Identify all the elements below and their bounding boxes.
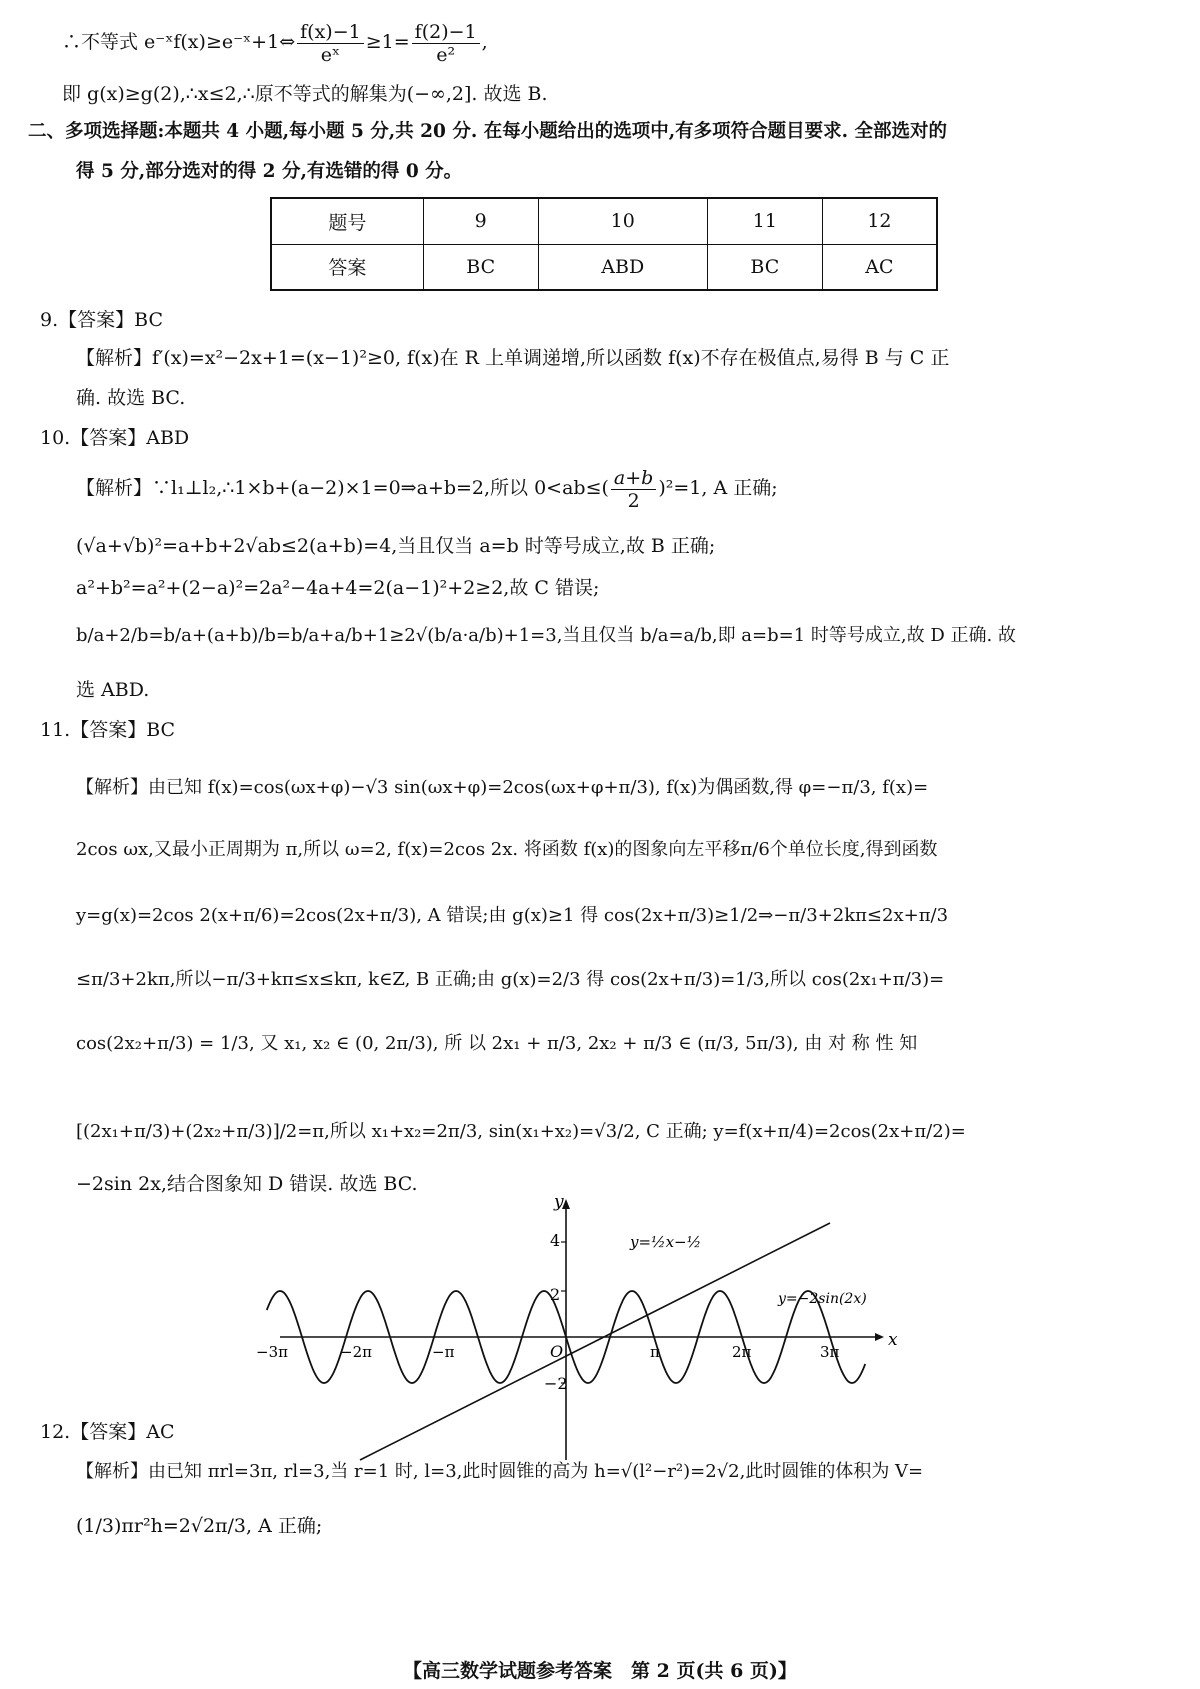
q11-line-f: [(2x₁+π/3)+(2x₂+π/3)]/2=π,所以 x₁+x₂=2π/3, sin(x₁+x₂)=√3/2, C 正确; y=f(x+π/4)=2cos(2x+π/2)= <box>76 1121 966 1142</box>
table-cell: BC <box>707 244 822 290</box>
x-axis-label: x <box>888 1330 898 1350</box>
q9-line-b: 确. 故选 BC. <box>76 387 186 409</box>
fraction-2 <box>412 21 480 66</box>
fraction-2-den: e² <box>436 43 456 66</box>
x-tick-neg2pi: −2π <box>340 1343 372 1361</box>
page-footer: 【高三数学试题参考答案 第 2 页(共 6 页)】 <box>403 1660 797 1682</box>
fraction-q10-num: a+b <box>611 467 656 490</box>
x-axis-arrow <box>875 1333 884 1341</box>
sine-label: y=−2sin(2x) <box>778 1291 867 1307</box>
line-1-mid: ≥1= <box>365 31 410 53</box>
table-cell: 10 <box>538 198 707 244</box>
q11-title: 11.【答案】BC <box>40 719 176 741</box>
fraction-q10 <box>611 467 656 512</box>
q9-title: 9.【答案】BC <box>40 309 163 331</box>
q9-line-a: 【解析】f′(x)=x²−2x+1=(x−1)²≥0, f(x)在 R 上单调递增,所以函数 f(x)不存在极值点,易得 B 与 C 正 <box>76 347 950 369</box>
fraction-q10-den: 2 <box>627 489 640 512</box>
q10-title: 10.【答案】ABD <box>40 427 190 449</box>
q10-line-b: (√a+√b)²=a+b+2√ab≤2(a+b)=4,当且仅当 a=b 时等号成立,故 B 正确; <box>76 535 716 557</box>
straight-line <box>360 1223 830 1460</box>
fraction-1 <box>297 21 364 66</box>
table-cell: AC <box>822 244 937 290</box>
line-1-end: , <box>481 31 488 53</box>
section-2-heading-a: 二、多项选择题:本题共 4 小题,每小题 5 分,共 20 分. 在每小题给出的选项中,有多项符合题目要求. 全部选对的 <box>28 121 948 142</box>
section-2-heading-b: 得 5 分,部分选对的得 2 分,有选错的得 0 分。 <box>76 161 463 182</box>
x-tick-2pi: 2π <box>732 1343 752 1361</box>
line-1 <box>62 16 488 68</box>
q10-line-d: b/a+2/b=b/a+(a+b)/b=b/a+a/b+1≥2√(b/a·a/b)+1=3,当且仅当 b/a=a/b,即 a=b=1 时等号成立,故 D 正确. 故 <box>76 625 1016 646</box>
line-label: y=½x−½ <box>630 1233 702 1251</box>
fraction-1-den: eˣ <box>320 43 341 66</box>
q10-line-e: 选 ABD. <box>76 679 150 701</box>
table-row <box>271 198 937 244</box>
q11-line-d: ≤π/3+2kπ,所以−π/3+kπ≤x≤kπ, k∈Z, B 正确;由 g(x)=2/3 得 cos(2x+π/3)=1/3,所以 cos(2x₁+π/3)= <box>76 969 945 990</box>
y-tick-4: 4 <box>550 1231 561 1250</box>
answer-table <box>270 197 938 291</box>
q12-line-b: (1/3)πr²h=2√2π/3, A 正确; <box>76 1515 323 1537</box>
line-1-text: ∴不等式 e⁻ˣf(x)≥e⁻ˣ+1⇔ <box>62 31 296 53</box>
q11-line-a: 【解析】由已知 f(x)=cos(ωx+φ)−√3 sin(ωx+φ)=2cos(ωx+φ+π/3), f(x)为偶函数,得 φ=−π/3, f(x)= <box>76 777 929 798</box>
q10-line-a-end: )²=1, A 正确; <box>658 477 778 499</box>
q10-line-a-text: 【解析】∵l₁⊥l₂,∴1×b+(a−2)×1=0⇒a+b=2,所以 0<ab≤( <box>76 477 609 499</box>
x-tick-pi: π <box>650 1343 660 1361</box>
table-cell: 11 <box>707 198 822 244</box>
x-tick-negpi: −π <box>432 1343 455 1361</box>
x-tick-3pi: 3π <box>820 1343 840 1361</box>
table-cell: 题号 <box>271 198 423 244</box>
q12-title: 12.【答案】AC <box>40 1421 175 1443</box>
x-tick-neg3pi: −3π <box>256 1343 288 1361</box>
q12-line-a: 【解析】由已知 πrl=3π, rl=3,当 r=1 时, l=3,此时圆锥的高为 h=√(l²−r²)=2√2,此时圆锥的体积为 V= <box>76 1461 924 1482</box>
origin-label: O <box>550 1342 564 1361</box>
q11-line-b: 2cos ωx,又最小正周期为 π,所以 ω=2, f(x)=2cos 2x. 将函数 f(x)的图象向左平移π/6个单位长度,得到函数 <box>76 839 938 860</box>
q11-line-e: cos(2x₂+π/3) = 1/3, 又 x₁, x₂ ∈ (0, 2π/3), 所 以 2x₁ + π/3, 2x₂ + π/3 ∈ (π/3, 5π/3), 由 对 称 性 知 <box>76 1033 918 1054</box>
line-2: 即 g(x)≥g(2),∴x≤2,∴原不等式的解集为(−∞,2]. 故选 B. <box>62 83 548 105</box>
fraction-2-num: f(2)−1 <box>412 21 480 44</box>
table-row <box>271 244 937 290</box>
q10-line-a <box>76 466 778 512</box>
table-cell: 答案 <box>271 244 423 290</box>
q10-line-c: a²+b²=a²+(2−a)²=2a²−4a+4=2(a−1)²+2≥2,故 C 错误; <box>76 577 600 599</box>
table-cell: 9 <box>423 198 538 244</box>
q11-line-c: y=g(x)=2cos 2(x+π/6)=2cos(2x+π/3), A 错误;由 g(x)≥1 得 cos(2x+π/3)≥1/2⇒−π/3+2kπ≤2x+π/3 <box>76 905 949 926</box>
y-tick-neg2: −2 <box>544 1374 568 1393</box>
y-axis-label: y <box>554 1192 564 1212</box>
table-cell: 12 <box>822 198 937 244</box>
table-cell: BC <box>423 244 538 290</box>
y-tick-2: 2 <box>550 1285 561 1304</box>
function-graph <box>256 1192 910 1465</box>
q11-line-g: −2sin 2x,结合图象知 D 错误. 故选 BC. <box>76 1173 418 1195</box>
fraction-1-num: f(x)−1 <box>297 21 364 44</box>
table-cell: ABD <box>538 244 707 290</box>
